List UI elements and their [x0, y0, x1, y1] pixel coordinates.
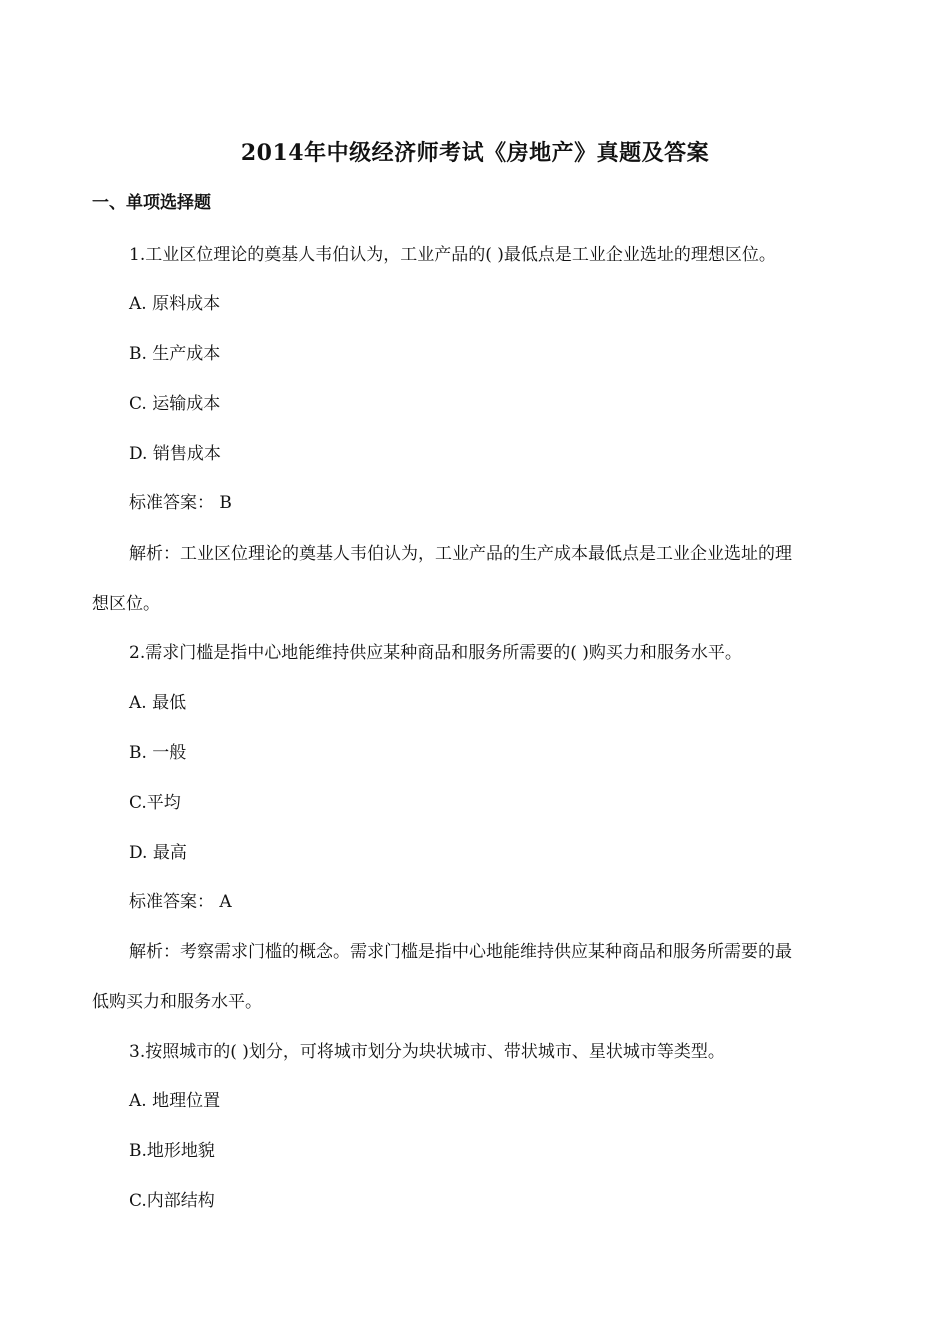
- option-b: B.地形地貌: [129, 1141, 215, 1161]
- analysis-text-continued: 低购买力和服务水平。: [92, 992, 262, 1012]
- option-a: A. 原料成本: [129, 294, 221, 314]
- question-stem: 3.按照城市的( )划分，可将城市划分为块状城市、带状城市、星状城市等类型。: [129, 1042, 725, 1062]
- standard-answer: 标准答案： A: [129, 892, 232, 912]
- analysis-text: 解析：考察需求门槛的概念。需求门槛是指中心地能维持供应某种商品和服务所需要的最: [129, 942, 792, 962]
- question-stem: 1.工业区位理论的奠基人韦伯认为，工业产品的( )最低点是工业企业选址的理想区位。: [129, 245, 776, 265]
- standard-answer: 标准答案： B: [129, 493, 232, 513]
- option-d: D. 销售成本: [129, 444, 221, 464]
- analysis-text-continued: 想区位。: [92, 594, 160, 614]
- section-heading: 一、单项选择题: [92, 193, 211, 213]
- option-b: B. 一般: [129, 743, 187, 763]
- option-b: B. 生产成本: [129, 344, 221, 364]
- option-a: A. 地理位置: [129, 1091, 221, 1111]
- question-stem: 2.需求门槛是指中心地能维持供应某种商品和服务所需要的( )购买力和服务水平。: [129, 643, 742, 663]
- analysis-text: 解析：工业区位理论的奠基人韦伯认为，工业产品的生产成本最低点是工业企业选址的理: [129, 544, 792, 564]
- option-d: D. 最高: [129, 843, 187, 863]
- option-c: C.平均: [129, 793, 181, 813]
- option-a: A. 最低: [129, 693, 187, 713]
- document-title: 2014年中级经济师考试《房地产》真题及答案: [240, 140, 710, 166]
- option-c: C.内部结构: [129, 1191, 215, 1211]
- option-c: C. 运输成本: [129, 394, 221, 414]
